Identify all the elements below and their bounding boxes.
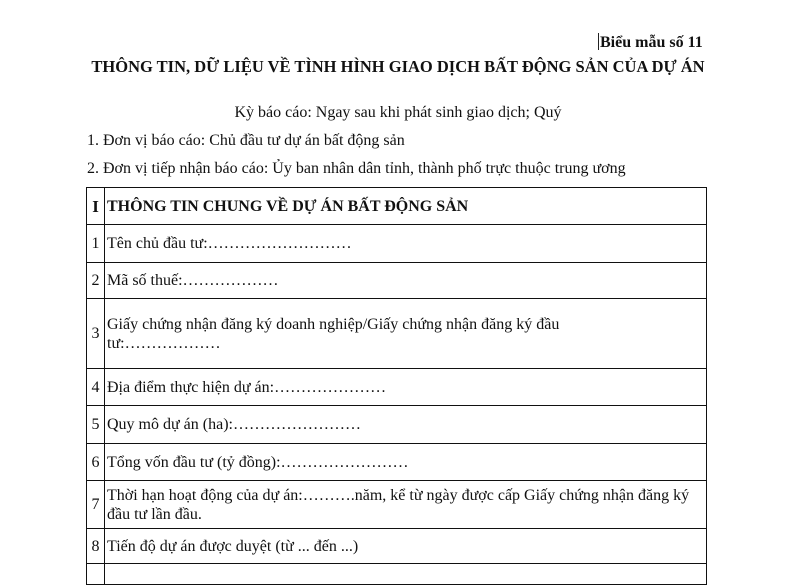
form-number xyxy=(598,33,703,53)
row-text-content: Giấy chứng nhận đăng ký doanh nghiệp/Giấy chứng nhận đăng ký đầu tư:……………… xyxy=(107,315,560,352)
row-text[interactable]: Tổng vốn đầu tư (tỷ đồng):…………………… xyxy=(105,444,707,481)
section-title: THÔNG TIN CHUNG VỀ DỰ ÁN BẤT ĐỘNG SẢN xyxy=(105,188,707,225)
receiving-unit: 2. Đơn vị tiếp nhận báo cáo: Ủy ban nhân dân tỉnh, thành phố trực thuộc trung ương xyxy=(87,160,626,177)
table-row xyxy=(87,299,707,369)
table-row xyxy=(87,369,707,406)
table-row xyxy=(87,263,707,299)
row-index: 5 xyxy=(87,406,105,444)
project-info-table xyxy=(86,187,707,585)
table-row-partial xyxy=(87,564,707,585)
row-text[interactable]: Tiến độ dự án được duyệt (từ ... đến ...) xyxy=(105,529,707,564)
reporting-unit: 1. Đơn vị báo cáo: Chủ đầu tư dự án bất động sản xyxy=(87,132,405,149)
row-text-content: Thời hạn hoạt động của dự án:……….năm, kể từ ngày được cấp Giấy chứng nhận đăng ký đầu tư lần đầu. xyxy=(107,486,690,523)
row-index: 8 xyxy=(87,529,105,564)
row-text[interactable]: Quy mô dự án (ha):…………………… xyxy=(105,406,707,444)
row-index xyxy=(87,564,105,585)
section-index: I xyxy=(87,188,105,225)
row-text[interactable] xyxy=(105,481,707,529)
table-row xyxy=(87,529,707,564)
row-text[interactable]: Tên chủ đầu tư:……………………… xyxy=(105,225,707,263)
reporting-period: Kỳ báo cáo: Ngay sau khi phát sinh giao dịch; Quý xyxy=(234,104,562,121)
row-text[interactable]: Mã số thuế:……………… xyxy=(105,263,707,299)
row-index: 7 xyxy=(87,481,105,529)
row-index: 1 xyxy=(87,225,105,263)
table-row xyxy=(87,481,707,529)
row-text[interactable] xyxy=(105,299,707,369)
document-title: THÔNG TIN, DỮ LIỆU VỀ TÌNH HÌNH GIAO DỊCH BẤT ĐỘNG SẢN CỦA DỰ ÁN xyxy=(91,57,705,76)
table-section-header xyxy=(87,188,707,225)
row-index: 2 xyxy=(87,263,105,299)
row-text[interactable] xyxy=(105,564,707,585)
table-row xyxy=(87,225,707,263)
text-cursor xyxy=(598,33,599,50)
row-index: 6 xyxy=(87,444,105,481)
row-text[interactable]: Địa điểm thực hiện dự án:………………… xyxy=(105,369,707,406)
form-number-label: Biểu mẫu số 11 xyxy=(600,34,703,51)
table-row xyxy=(87,444,707,481)
table-row xyxy=(87,406,707,444)
row-index: 4 xyxy=(87,369,105,406)
row-index: 3 xyxy=(87,299,105,369)
